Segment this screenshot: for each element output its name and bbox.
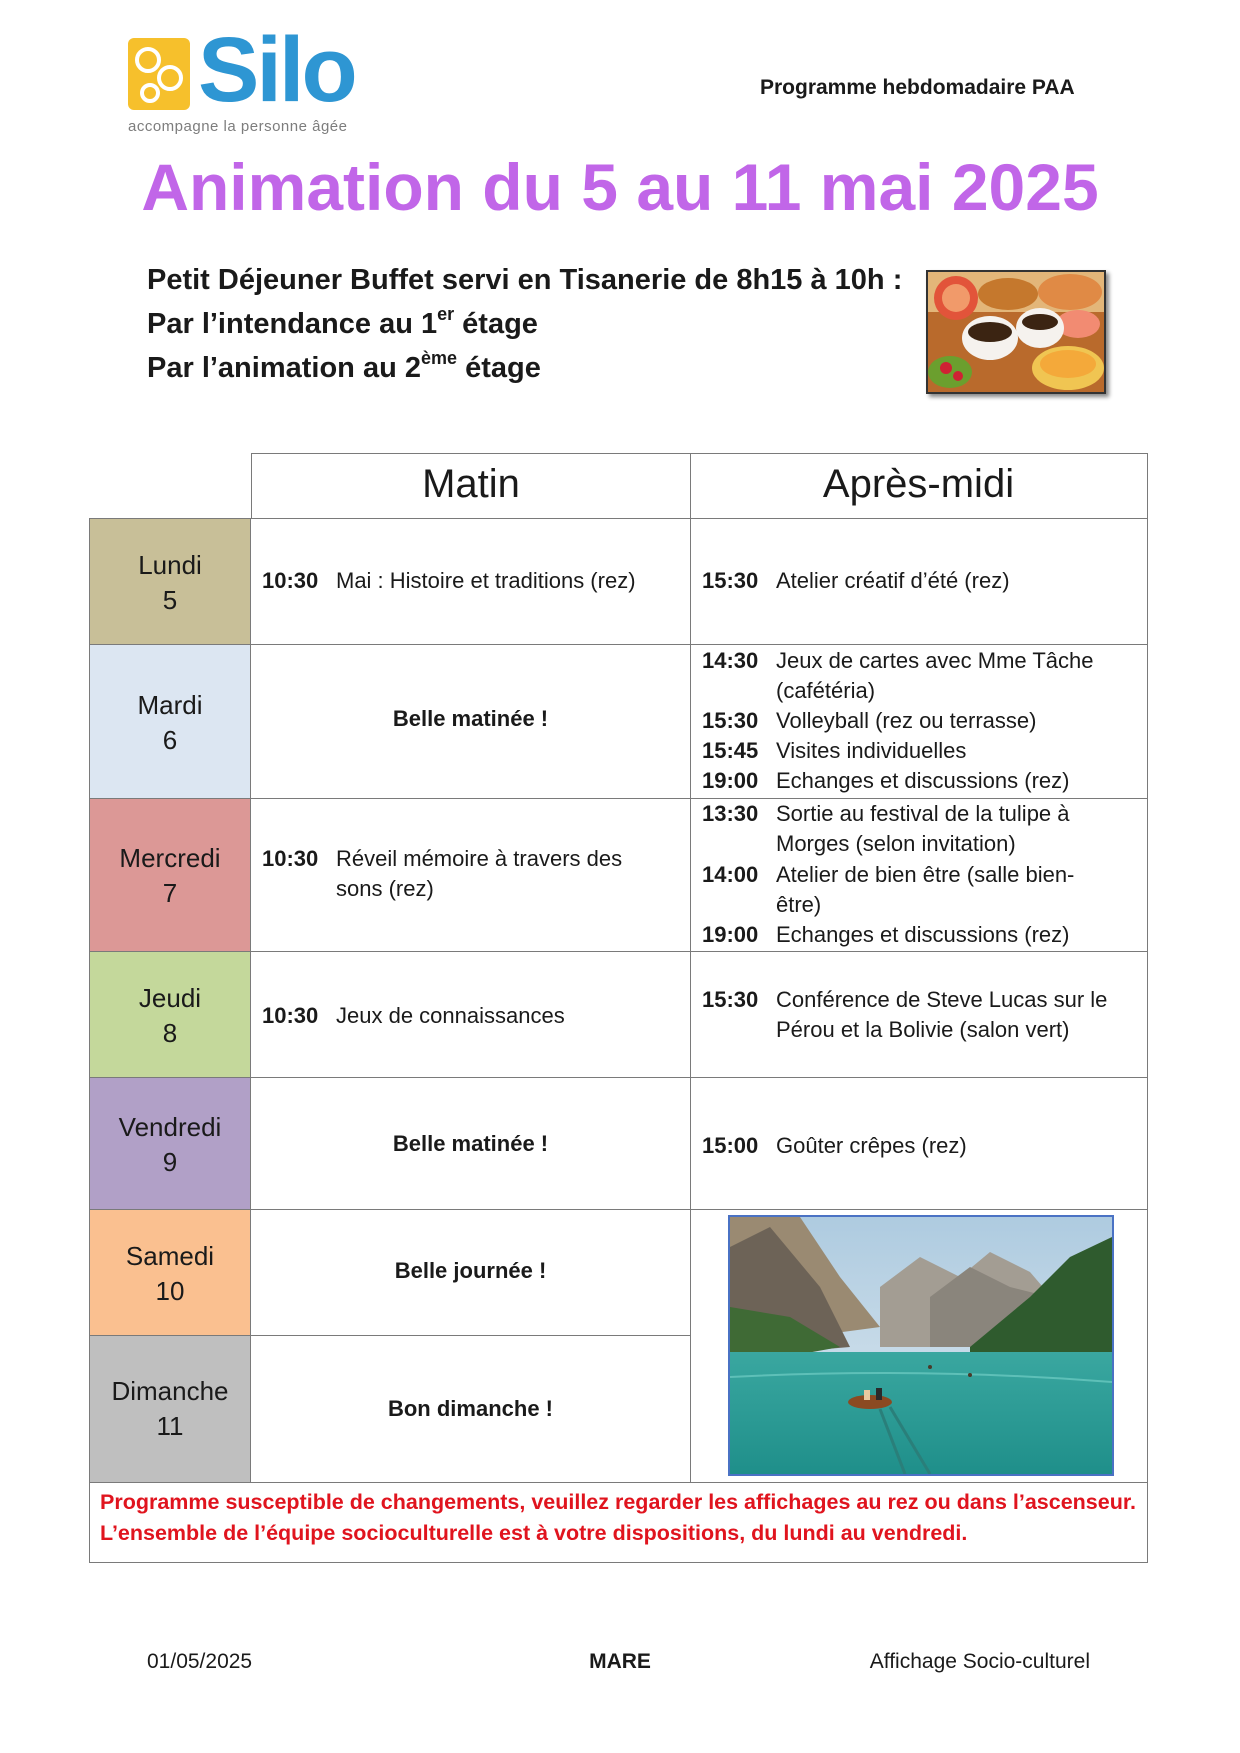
morning-cell-jeudi [250, 951, 691, 1078]
activity: 15:30 Volleyball (rez ou terrasse) [702, 708, 1037, 733]
activity: 19:00 Echanges et discussions (rez) [702, 768, 1070, 793]
logo-mark-icon [128, 38, 190, 110]
morning-cell-lundi [250, 518, 691, 645]
morning-cell-mardi [250, 644, 691, 799]
afternoon-cell-jeudi [690, 951, 1148, 1078]
afternoon-cell-mercredi [690, 798, 1148, 952]
day-cell-vendredi [89, 1077, 251, 1210]
day-cell-mercredi [89, 798, 251, 952]
activity: 15:45 Visites individuelles [702, 738, 967, 763]
footer-right: Affichage Socio-culturel [869, 1650, 1090, 1673]
activity: 14:00 Atelier de bien être (salle bien- être) [702, 862, 1075, 917]
activity: 15:30 Atelier créatif d’été (rez) [702, 568, 1010, 593]
day-name: Mardi [137, 690, 203, 720]
silo-logo [128, 19, 388, 138]
morning-message: Belle matinée ! [392, 1131, 549, 1156]
logo-tagline: accompagne la personne âgée [128, 118, 348, 135]
breakfast-line-1: Petit Déjeuner Buffet servi en Tisanerie de 8h15 à 10h : [147, 264, 903, 296]
activity: 15:00 Goûter crêpes (rez) [702, 1133, 967, 1158]
day-cell-lundi [89, 518, 251, 645]
notice-line-2: L’ensemble de l’équipe socioculturelle est à votre dispositions, du lundi au vendredi. [100, 1521, 968, 1545]
morning-cell-mercredi [250, 798, 691, 952]
day-number: 7 [162, 878, 178, 908]
morning-cell-dimanche [250, 1335, 691, 1483]
morning-message: Bon dimanche ! [387, 1396, 553, 1421]
header-cell-morning [251, 453, 691, 519]
day-number: 11 [156, 1411, 184, 1441]
column-header-afternoon: Après-midi [822, 462, 1015, 506]
morning-cell-vendredi [250, 1077, 691, 1210]
activity: 14:30 Jeux de cartes avec Mme Tâche (cafétéria) [702, 648, 1094, 703]
day-name: Lundi [138, 550, 202, 580]
morning-message: Belle matinée ! [392, 706, 549, 731]
activity: 10:30 Jeux de connaissances [262, 1003, 565, 1028]
day-name: Mercredi [119, 843, 221, 873]
activity: 13:30 Sortie au festival de la tulipe à Morges (selon invitation) [702, 801, 1070, 856]
notice-text [100, 1487, 1140, 1549]
morning-cell-samedi [250, 1209, 691, 1336]
day-name: Samedi [125, 1241, 215, 1271]
breakfast-line-3: Par l’animation au 2ème étage [147, 348, 541, 384]
breakfast-photo [926, 270, 1106, 394]
day-number: 9 [162, 1147, 178, 1177]
breakfast-line-2: Par l’intendance au 1er étage [147, 304, 538, 340]
day-number: 6 [162, 725, 178, 755]
morning-message: Belle journée ! [394, 1258, 547, 1283]
day-cell-dimanche [89, 1335, 251, 1483]
day-name: Jeudi [138, 983, 202, 1013]
day-number: 5 [162, 585, 178, 615]
day-name: Dimanche [111, 1376, 229, 1406]
activity: 19:00 Echanges et discussions (rez) [702, 922, 1070, 947]
day-number: 8 [162, 1018, 178, 1048]
page-title: Animation du 5 au 11 mai 2025 [141, 150, 1099, 224]
column-header-morning: Matin [422, 462, 520, 506]
lake-mountains-photo [728, 1215, 1114, 1476]
activity: 10:30 Réveil mémoire à travers des sons (rez) [262, 846, 623, 901]
afternoon-cell-lundi [690, 518, 1148, 645]
day-number: 10 [155, 1276, 185, 1306]
header-cell-afternoon [690, 453, 1148, 519]
day-name: Vendredi [118, 1112, 222, 1142]
program-label: Programme hebdomadaire PAA [760, 76, 1075, 99]
notice-line-1: Programme susceptible de changements, veuillez regarder les affichages au rez ou dans l’ascenseur. [100, 1490, 1136, 1514]
afternoon-cell-vendredi [690, 1077, 1148, 1210]
activity: 10:30 Mai : Histoire et traditions (rez) [262, 568, 636, 593]
afternoon-cell-weekend [690, 1209, 1148, 1483]
footer-center: MARE [589, 1650, 651, 1673]
afternoon-cell-mardi [690, 644, 1148, 799]
footer-date: 01/05/2025 [147, 1650, 253, 1673]
day-cell-samedi [89, 1209, 251, 1336]
activity: 15:30 Conférence de Steve Lucas sur le Pérou et la Bolivie (salon vert) [702, 987, 1108, 1042]
logo-wordmark: Silo [198, 19, 355, 121]
breakfast-info [147, 258, 902, 390]
day-cell-jeudi [89, 951, 251, 1078]
day-cell-mardi [89, 644, 251, 799]
